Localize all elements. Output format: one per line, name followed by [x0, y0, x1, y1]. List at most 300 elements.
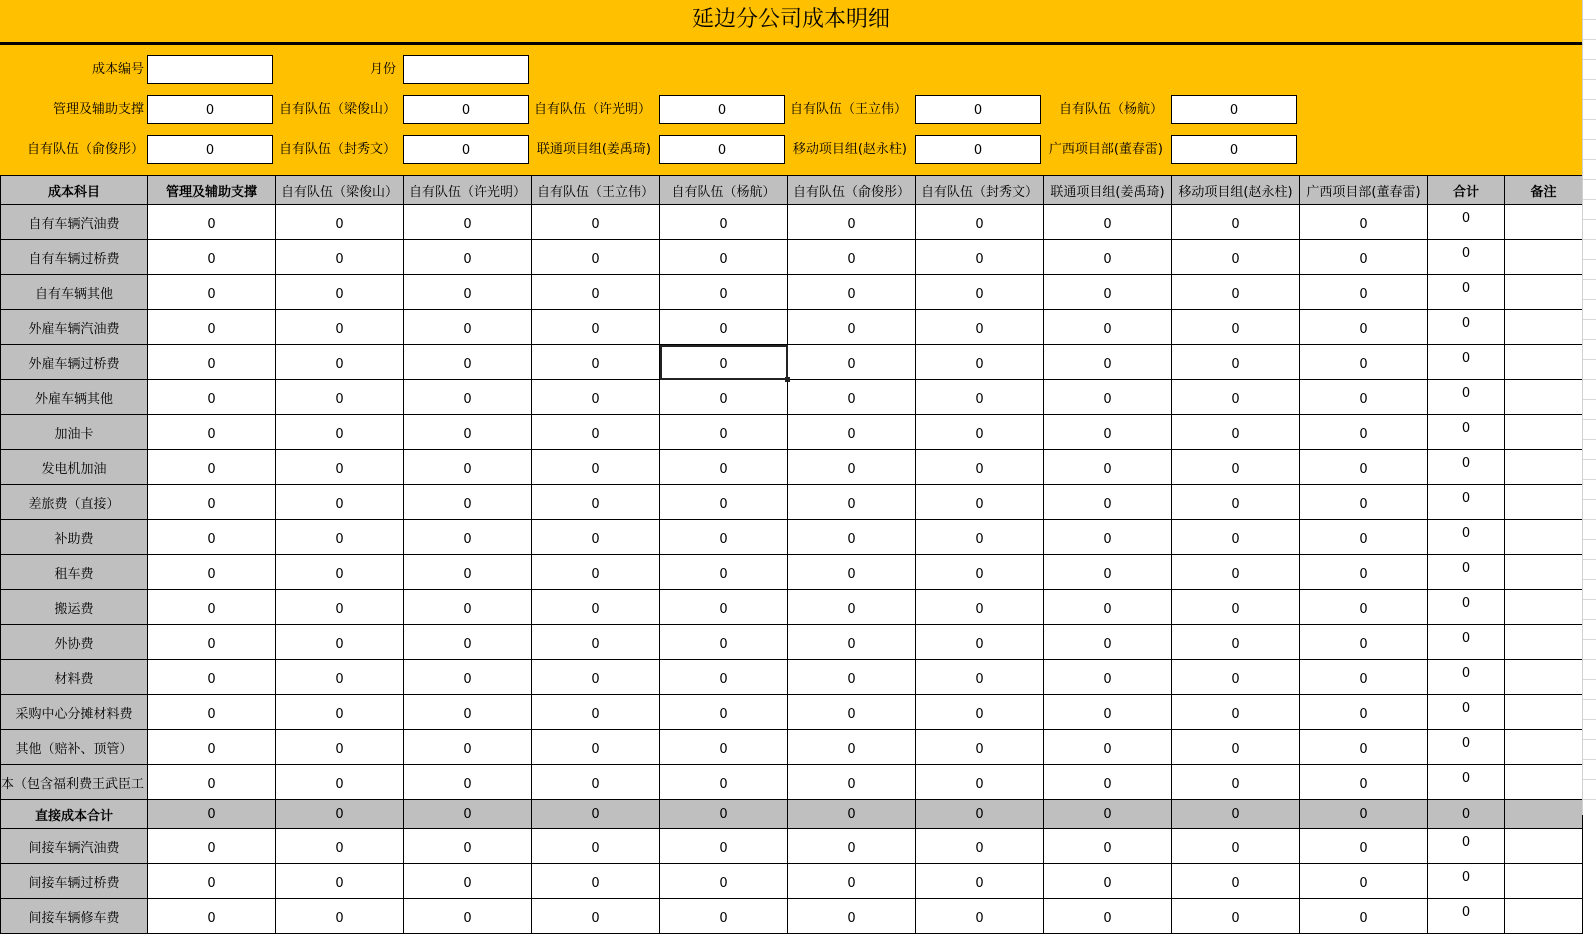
row-label-cell[interactable]: 材料费 — [1, 660, 148, 695]
value-cell[interactable]: 0 — [788, 415, 916, 450]
note-cell[interactable] — [1505, 590, 1583, 625]
value-cell[interactable]: 0 — [1172, 864, 1300, 899]
row-label-cell[interactable]: 外雇车辆汽油费 — [1, 310, 148, 345]
value-cell[interactable]: 0 — [660, 415, 788, 450]
value-cell[interactable]: 0 — [276, 660, 404, 695]
form-value-field[interactable]: 0 — [403, 95, 529, 124]
value-cell[interactable]: 0 — [916, 590, 1044, 625]
value-cell[interactable]: 0 — [276, 730, 404, 765]
value-cell[interactable]: 0 — [276, 899, 404, 934]
value-cell[interactable]: 0 — [916, 205, 1044, 240]
row-total-cell[interactable]: 0 — [1428, 864, 1505, 899]
form-value-field[interactable]: 0 — [1171, 95, 1297, 124]
value-cell[interactable]: 0 — [148, 590, 276, 625]
form-value-field[interactable]: 0 — [659, 135, 785, 164]
value-cell[interactable]: 0 — [532, 625, 660, 660]
row-total-cell[interactable]: 0 — [1428, 485, 1505, 520]
value-cell[interactable]: 0 — [1300, 485, 1428, 520]
value-cell[interactable]: 0 — [660, 660, 788, 695]
value-cell[interactable]: 0 — [532, 555, 660, 590]
row-label-cell[interactable]: 外雇车辆过桥费 — [1, 345, 148, 380]
column-header[interactable]: 自有队伍（王立伟） — [532, 176, 660, 205]
value-cell[interactable]: 0 — [148, 485, 276, 520]
value-cell[interactable]: 0 — [148, 800, 276, 829]
column-header[interactable]: 备注 — [1505, 176, 1583, 205]
value-cell[interactable]: 0 — [404, 800, 532, 829]
value-cell[interactable]: 0 — [916, 695, 1044, 730]
value-cell[interactable]: 0 — [1300, 590, 1428, 625]
value-cell[interactable]: 0 — [276, 829, 404, 864]
value-cell[interactable]: 0 — [788, 555, 916, 590]
form-value-field[interactable]: 0 — [659, 95, 785, 124]
column-header[interactable]: 移动项目组(赵永柱) — [1172, 176, 1300, 205]
value-cell[interactable]: 0 — [788, 240, 916, 275]
value-cell[interactable]: 0 — [1172, 450, 1300, 485]
value-cell[interactable]: 0 — [148, 310, 276, 345]
value-cell[interactable]: 0 — [276, 864, 404, 899]
value-cell[interactable]: 0 — [1300, 625, 1428, 660]
value-cell[interactable]: 0 — [276, 485, 404, 520]
value-cell[interactable]: 0 — [1044, 520, 1172, 555]
value-cell[interactable]: 0 — [660, 205, 788, 240]
value-cell[interactable]: 0 — [1044, 415, 1172, 450]
note-cell[interactable] — [1505, 520, 1583, 555]
value-cell[interactable]: 0 — [660, 864, 788, 899]
value-cell[interactable]: 0 — [404, 205, 532, 240]
value-cell[interactable]: 0 — [148, 345, 276, 380]
value-cell[interactable]: 0 — [1172, 660, 1300, 695]
value-cell[interactable]: 0 — [1172, 899, 1300, 934]
value-cell[interactable]: 0 — [532, 380, 660, 415]
note-cell[interactable] — [1505, 380, 1583, 415]
value-cell[interactable]: 0 — [788, 380, 916, 415]
value-cell[interactable]: 0 — [1300, 380, 1428, 415]
value-cell[interactable]: 0 — [1172, 520, 1300, 555]
value-cell[interactable]: 0 — [404, 899, 532, 934]
row-total-cell[interactable]: 0 — [1428, 765, 1505, 800]
value-cell[interactable]: 0 — [148, 240, 276, 275]
value-cell[interactable]: 0 — [660, 829, 788, 864]
note-cell[interactable] — [1505, 829, 1583, 864]
value-cell[interactable]: 0 — [1300, 660, 1428, 695]
value-cell[interactable]: 0 — [1172, 415, 1300, 450]
value-cell[interactable]: 0 — [276, 625, 404, 660]
value-cell[interactable]: 0 — [1172, 555, 1300, 590]
row-label-cell[interactable]: 自有车辆过桥费 — [1, 240, 148, 275]
value-cell[interactable]: 0 — [916, 415, 1044, 450]
value-cell[interactable]: 0 — [1044, 625, 1172, 660]
value-cell[interactable]: 0 — [916, 864, 1044, 899]
note-cell[interactable] — [1505, 275, 1583, 310]
note-cell[interactable] — [1505, 205, 1583, 240]
note-cell[interactable] — [1505, 450, 1583, 485]
value-cell[interactable]: 0 — [1300, 864, 1428, 899]
value-cell[interactable]: 0 — [660, 625, 788, 660]
value-cell[interactable]: 0 — [148, 380, 276, 415]
row-total-cell[interactable]: 0 — [1428, 275, 1505, 310]
value-cell[interactable]: 0 — [1300, 555, 1428, 590]
value-cell[interactable]: 0 — [660, 450, 788, 485]
value-cell[interactable]: 0 — [788, 660, 916, 695]
value-cell[interactable]: 0 — [1300, 275, 1428, 310]
value-cell[interactable]: 0 — [788, 800, 916, 829]
value-cell[interactable]: 0 — [916, 450, 1044, 485]
value-cell[interactable]: 0 — [276, 275, 404, 310]
column-header[interactable]: 广西项目部(董春雷) — [1300, 176, 1428, 205]
value-cell[interactable]: 0 — [1300, 765, 1428, 800]
value-cell[interactable]: 0 — [276, 520, 404, 555]
row-total-cell[interactable]: 0 — [1428, 660, 1505, 695]
note-cell[interactable] — [1505, 345, 1583, 380]
value-cell[interactable]: 0 — [660, 899, 788, 934]
value-cell[interactable]: 0 — [1172, 730, 1300, 765]
form-value-field[interactable]: 0 — [1171, 135, 1297, 164]
note-cell[interactable] — [1505, 730, 1583, 765]
value-cell[interactable]: 0 — [788, 625, 916, 660]
form-value-field[interactable]: 0 — [403, 135, 529, 164]
value-cell[interactable]: 0 — [532, 864, 660, 899]
value-cell[interactable]: 0 — [788, 899, 916, 934]
value-cell[interactable]: 0 — [788, 205, 916, 240]
value-cell[interactable]: 0 — [276, 240, 404, 275]
value-cell[interactable]: 0 — [148, 899, 276, 934]
value-cell[interactable]: 0 — [1044, 864, 1172, 899]
row-label-cell[interactable]: 间接车辆过桥费 — [1, 864, 148, 899]
value-cell[interactable]: 0 — [788, 829, 916, 864]
row-label-cell[interactable]: 补助费 — [1, 520, 148, 555]
value-cell[interactable]: 0 — [404, 660, 532, 695]
note-cell[interactable] — [1505, 695, 1583, 730]
value-cell[interactable]: 0 — [1300, 730, 1428, 765]
value-cell[interactable]: 0 — [788, 450, 916, 485]
column-header[interactable]: 自有队伍（俞俊彤） — [788, 176, 916, 205]
value-cell[interactable]: 0 — [1300, 899, 1428, 934]
value-cell[interactable]: 0 — [1172, 205, 1300, 240]
value-cell[interactable]: 0 — [1300, 310, 1428, 345]
value-cell[interactable]: 0 — [1300, 695, 1428, 730]
value-cell[interactable]: 0 — [1300, 520, 1428, 555]
value-cell[interactable]: 0 — [148, 695, 276, 730]
value-cell[interactable]: 0 — [404, 555, 532, 590]
value-cell[interactable]: 0 — [148, 415, 276, 450]
row-total-cell[interactable]: 0 — [1428, 590, 1505, 625]
value-cell[interactable]: 0 — [532, 829, 660, 864]
row-total-cell[interactable]: 0 — [1428, 310, 1505, 345]
form-value-field[interactable]: 0 — [915, 95, 1041, 124]
column-header[interactable]: 自有队伍（许光明） — [404, 176, 532, 205]
value-cell[interactable]: 0 — [788, 730, 916, 765]
value-cell[interactable]: 0 — [532, 205, 660, 240]
selected-cell[interactable]: 0 — [660, 345, 788, 380]
value-cell[interactable]: 0 — [148, 660, 276, 695]
form-value-field[interactable]: 0 — [915, 135, 1041, 164]
column-header[interactable]: 成本科目 — [1, 176, 148, 205]
value-cell[interactable]: 0 — [1300, 450, 1428, 485]
row-total-cell[interactable]: 0 — [1428, 730, 1505, 765]
value-cell[interactable]: 0 — [148, 205, 276, 240]
sheet-title[interactable]: 延边分公司成本明细 — [0, 0, 1582, 45]
note-cell[interactable] — [1505, 864, 1583, 899]
value-cell[interactable]: 0 — [404, 590, 532, 625]
row-label-cell[interactable]: 外协费 — [1, 625, 148, 660]
value-cell[interactable]: 0 — [532, 520, 660, 555]
value-cell[interactable]: 0 — [660, 555, 788, 590]
value-cell[interactable]: 0 — [788, 345, 916, 380]
value-cell[interactable]: 0 — [1044, 695, 1172, 730]
value-cell[interactable]: 0 — [916, 555, 1044, 590]
note-cell[interactable] — [1505, 765, 1583, 800]
value-cell[interactable]: 0 — [1044, 450, 1172, 485]
value-cell[interactable]: 0 — [1044, 555, 1172, 590]
column-header[interactable]: 自有队伍（封秀文） — [916, 176, 1044, 205]
value-cell[interactable]: 0 — [1044, 765, 1172, 800]
value-cell[interactable]: 0 — [788, 485, 916, 520]
row-label-cell[interactable]: 本（包含福利费王武臣工 — [1, 765, 148, 800]
value-cell[interactable]: 0 — [276, 555, 404, 590]
value-cell[interactable]: 0 — [532, 730, 660, 765]
row-total-cell[interactable]: 0 — [1428, 380, 1505, 415]
value-cell[interactable]: 0 — [276, 590, 404, 625]
value-cell[interactable]: 0 — [532, 899, 660, 934]
value-cell[interactable]: 0 — [1172, 695, 1300, 730]
value-cell[interactable]: 0 — [1044, 800, 1172, 829]
row-label-cell[interactable]: 租车费 — [1, 555, 148, 590]
value-cell[interactable]: 0 — [660, 520, 788, 555]
row-total-cell[interactable]: 0 — [1428, 450, 1505, 485]
value-cell[interactable]: 0 — [1172, 590, 1300, 625]
value-cell[interactable]: 0 — [1044, 485, 1172, 520]
value-cell[interactable]: 0 — [1044, 730, 1172, 765]
value-cell[interactable]: 0 — [404, 415, 532, 450]
note-cell[interactable] — [1505, 660, 1583, 695]
value-cell[interactable]: 0 — [148, 555, 276, 590]
value-cell[interactable]: 0 — [916, 520, 1044, 555]
value-cell[interactable]: 0 — [404, 765, 532, 800]
value-cell[interactable]: 0 — [276, 310, 404, 345]
value-cell[interactable]: 0 — [660, 590, 788, 625]
value-cell[interactable]: 0 — [916, 380, 1044, 415]
value-cell[interactable]: 0 — [1172, 625, 1300, 660]
value-cell[interactable]: 0 — [1172, 275, 1300, 310]
value-cell[interactable]: 0 — [148, 730, 276, 765]
row-label-cell[interactable]: 自有车辆其他 — [1, 275, 148, 310]
value-cell[interactable]: 0 — [276, 205, 404, 240]
value-cell[interactable]: 0 — [148, 864, 276, 899]
row-total-cell[interactable]: 0 — [1428, 800, 1505, 829]
value-cell[interactable]: 0 — [788, 590, 916, 625]
row-total-cell[interactable]: 0 — [1428, 625, 1505, 660]
value-cell[interactable]: 0 — [1300, 345, 1428, 380]
value-cell[interactable]: 0 — [1044, 899, 1172, 934]
value-cell[interactable]: 0 — [404, 730, 532, 765]
column-header[interactable]: 管理及辅助支撑 — [148, 176, 276, 205]
row-total-cell[interactable]: 0 — [1428, 555, 1505, 590]
value-cell[interactable]: 0 — [404, 275, 532, 310]
value-cell[interactable]: 0 — [148, 765, 276, 800]
value-cell[interactable]: 0 — [404, 380, 532, 415]
value-cell[interactable]: 0 — [404, 625, 532, 660]
value-cell[interactable]: 0 — [916, 310, 1044, 345]
form-value-field[interactable]: 0 — [147, 95, 273, 124]
row-total-cell[interactable]: 0 — [1428, 415, 1505, 450]
value-cell[interactable]: 0 — [148, 520, 276, 555]
value-cell[interactable]: 0 — [404, 485, 532, 520]
value-cell[interactable]: 0 — [788, 310, 916, 345]
value-cell[interactable]: 0 — [660, 240, 788, 275]
value-cell[interactable]: 0 — [916, 800, 1044, 829]
value-cell[interactable]: 0 — [1172, 345, 1300, 380]
column-header[interactable]: 联通项目组(姜禹琦) — [1044, 176, 1172, 205]
note-cell[interactable] — [1505, 240, 1583, 275]
value-cell[interactable]: 0 — [660, 275, 788, 310]
value-cell[interactable]: 0 — [660, 800, 788, 829]
row-label-cell[interactable]: 外雇车辆其他 — [1, 380, 148, 415]
note-cell[interactable] — [1505, 555, 1583, 590]
value-cell[interactable]: 0 — [404, 310, 532, 345]
note-cell[interactable] — [1505, 800, 1583, 829]
note-cell[interactable] — [1505, 625, 1583, 660]
cost-no-field[interactable] — [147, 55, 273, 84]
value-cell[interactable]: 0 — [148, 450, 276, 485]
note-cell[interactable] — [1505, 415, 1583, 450]
value-cell[interactable]: 0 — [532, 485, 660, 520]
row-label-cell[interactable]: 发电机加油 — [1, 450, 148, 485]
value-cell[interactable]: 0 — [1044, 275, 1172, 310]
row-total-cell[interactable]: 0 — [1428, 899, 1505, 934]
value-cell[interactable]: 0 — [660, 380, 788, 415]
value-cell[interactable]: 0 — [1172, 485, 1300, 520]
column-header[interactable]: 自有队伍（梁俊山） — [276, 176, 404, 205]
value-cell[interactable]: 0 — [788, 275, 916, 310]
value-cell[interactable]: 0 — [532, 590, 660, 625]
value-cell[interactable]: 0 — [276, 345, 404, 380]
column-header[interactable]: 合计 — [1428, 176, 1505, 205]
column-header[interactable]: 自有队伍（杨航） — [660, 176, 788, 205]
value-cell[interactable]: 0 — [660, 485, 788, 520]
row-label-cell[interactable]: 自有车辆汽油费 — [1, 205, 148, 240]
value-cell[interactable]: 0 — [1044, 660, 1172, 695]
value-cell[interactable]: 0 — [1300, 240, 1428, 275]
value-cell[interactable]: 0 — [532, 800, 660, 829]
value-cell[interactable]: 0 — [916, 765, 1044, 800]
value-cell[interactable]: 0 — [788, 520, 916, 555]
row-label-cell[interactable]: 其他（赔补、顶管） — [1, 730, 148, 765]
value-cell[interactable]: 0 — [1300, 205, 1428, 240]
value-cell[interactable]: 0 — [404, 450, 532, 485]
value-cell[interactable]: 0 — [916, 240, 1044, 275]
value-cell[interactable]: 0 — [404, 695, 532, 730]
value-cell[interactable]: 0 — [276, 765, 404, 800]
row-label-cell[interactable]: 搬运费 — [1, 590, 148, 625]
value-cell[interactable]: 0 — [276, 695, 404, 730]
value-cell[interactable]: 0 — [788, 765, 916, 800]
value-cell[interactable]: 0 — [404, 864, 532, 899]
value-cell[interactable]: 0 — [532, 345, 660, 380]
value-cell[interactable]: 0 — [1172, 310, 1300, 345]
value-cell[interactable]: 0 — [1300, 800, 1428, 829]
value-cell[interactable]: 0 — [1044, 205, 1172, 240]
value-cell[interactable]: 0 — [916, 829, 1044, 864]
value-cell[interactable]: 0 — [276, 380, 404, 415]
value-cell[interactable]: 0 — [1044, 240, 1172, 275]
value-cell[interactable]: 0 — [916, 899, 1044, 934]
value-cell[interactable]: 0 — [276, 415, 404, 450]
value-cell[interactable]: 0 — [532, 415, 660, 450]
row-total-cell[interactable]: 0 — [1428, 520, 1505, 555]
value-cell[interactable]: 0 — [1044, 590, 1172, 625]
value-cell[interactable]: 0 — [148, 625, 276, 660]
value-cell[interactable]: 0 — [532, 765, 660, 800]
value-cell[interactable]: 0 — [532, 695, 660, 730]
value-cell[interactable]: 0 — [404, 520, 532, 555]
value-cell[interactable]: 0 — [1300, 415, 1428, 450]
value-cell[interactable]: 0 — [532, 240, 660, 275]
value-cell[interactable]: 0 — [532, 275, 660, 310]
row-total-cell[interactable]: 0 — [1428, 829, 1505, 864]
value-cell[interactable]: 0 — [276, 450, 404, 485]
value-cell[interactable]: 0 — [1172, 380, 1300, 415]
value-cell[interactable]: 0 — [1172, 829, 1300, 864]
value-cell[interactable]: 0 — [1300, 829, 1428, 864]
value-cell[interactable]: 0 — [660, 730, 788, 765]
note-cell[interactable] — [1505, 899, 1583, 934]
value-cell[interactable]: 0 — [788, 695, 916, 730]
value-cell[interactable]: 0 — [916, 625, 1044, 660]
month-field[interactable] — [403, 55, 529, 84]
value-cell[interactable]: 0 — [1044, 345, 1172, 380]
value-cell[interactable]: 0 — [532, 450, 660, 485]
note-cell[interactable] — [1505, 485, 1583, 520]
row-label-cell[interactable]: 加油卡 — [1, 415, 148, 450]
value-cell[interactable]: 0 — [148, 829, 276, 864]
value-cell[interactable]: 0 — [1172, 765, 1300, 800]
value-cell[interactable]: 0 — [148, 275, 276, 310]
fill-handle[interactable] — [785, 377, 790, 382]
value-cell[interactable]: 0 — [916, 345, 1044, 380]
note-cell[interactable] — [1505, 310, 1583, 345]
row-label-cell[interactable]: 差旅费（直接） — [1, 485, 148, 520]
value-cell[interactable]: 0 — [916, 275, 1044, 310]
row-total-cell[interactable]: 0 — [1428, 240, 1505, 275]
row-label-cell[interactable]: 采购中心分摊材料费 — [1, 695, 148, 730]
row-total-cell[interactable]: 0 — [1428, 345, 1505, 380]
value-cell[interactable]: 0 — [1172, 800, 1300, 829]
value-cell[interactable]: 0 — [1044, 829, 1172, 864]
value-cell[interactable]: 0 — [532, 310, 660, 345]
row-label-cell[interactable]: 直接成本合计 — [1, 800, 148, 829]
value-cell[interactable]: 0 — [916, 660, 1044, 695]
value-cell[interactable]: 0 — [532, 660, 660, 695]
value-cell[interactable]: 0 — [404, 345, 532, 380]
row-total-cell[interactable]: 0 — [1428, 205, 1505, 240]
value-cell[interactable]: 0 — [1044, 310, 1172, 345]
row-label-cell[interactable]: 间接车辆汽油费 — [1, 829, 148, 864]
value-cell[interactable]: 0 — [276, 800, 404, 829]
value-cell[interactable]: 0 — [660, 695, 788, 730]
value-cell[interactable]: 0 — [660, 765, 788, 800]
value-cell[interactable]: 0 — [660, 310, 788, 345]
value-cell[interactable]: 0 — [404, 240, 532, 275]
value-cell[interactable]: 0 — [1044, 380, 1172, 415]
value-cell[interactable]: 0 — [916, 485, 1044, 520]
form-value-field[interactable]: 0 — [147, 135, 273, 164]
value-cell[interactable]: 0 — [788, 864, 916, 899]
value-cell[interactable]: 0 — [916, 730, 1044, 765]
row-label-cell[interactable]: 间接车辆修车费 — [1, 899, 148, 934]
value-cell[interactable]: 0 — [1172, 240, 1300, 275]
row-total-cell[interactable]: 0 — [1428, 695, 1505, 730]
value-cell[interactable]: 0 — [404, 829, 532, 864]
